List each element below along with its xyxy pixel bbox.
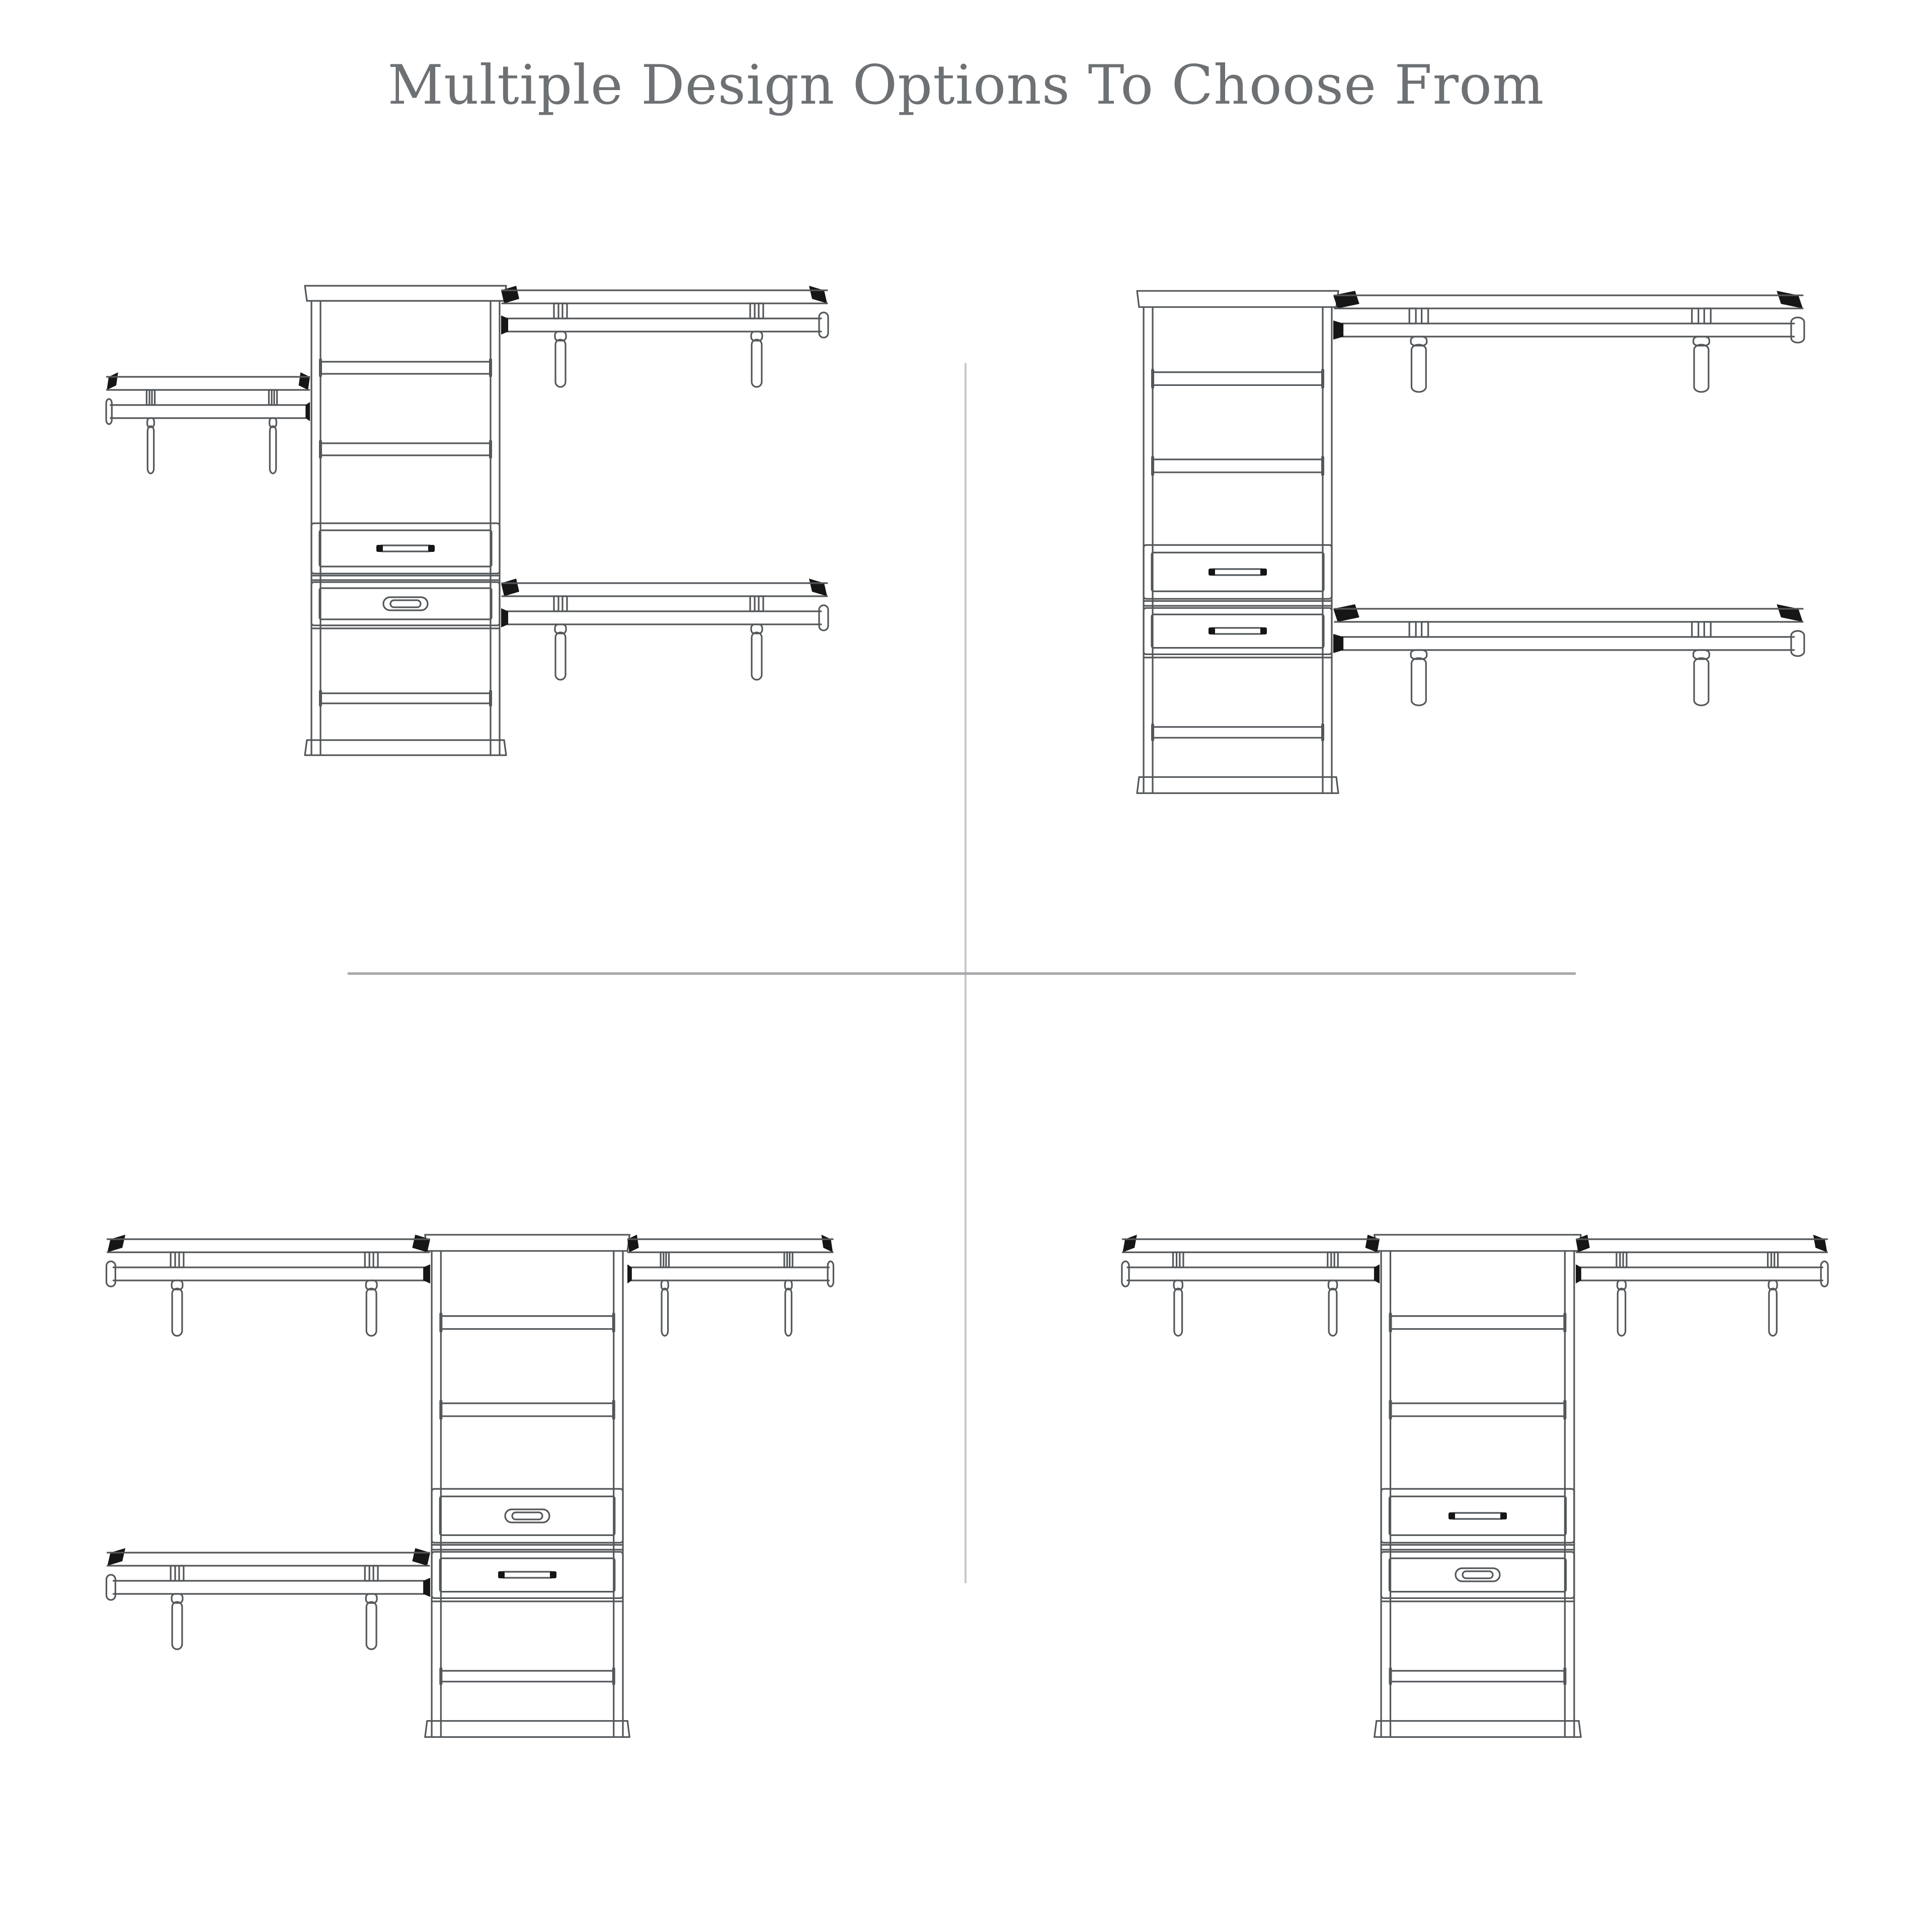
hanging-shelf-rod-right-middle (501, 579, 828, 680)
design-option-3-diagram (107, 1235, 834, 1737)
hanging-shelf-rod-left-top (107, 1235, 431, 1336)
closet-tower (1375, 1235, 1581, 1737)
hanging-shelf-rod-right-top (1576, 1235, 1828, 1336)
hanging-shelf-rod-right-top (1333, 291, 1804, 392)
closet-tower (425, 1235, 629, 1737)
drawer-handle (498, 1571, 556, 1578)
hanging-shelf-rod-left-top (1122, 1235, 1380, 1336)
drawer-handle (376, 545, 435, 552)
closet-tower (1137, 291, 1338, 793)
closet-tower (305, 286, 506, 755)
hanging-shelf-rod-right-top (627, 1235, 834, 1336)
design-option-2-diagram (1137, 291, 1804, 793)
hanging-shelf-rod-left (106, 372, 310, 473)
drawer-handle (505, 1509, 549, 1522)
hanging-shelf-rod-right-middle (1333, 604, 1804, 705)
drawer-handle (1209, 569, 1267, 576)
drawer-handle (1456, 1568, 1500, 1581)
design-option-1-diagram (106, 286, 828, 755)
drawer-handle (1448, 1512, 1507, 1519)
hanging-shelf-rod-right-top (501, 286, 828, 387)
design-option-4-diagram (1122, 1235, 1828, 1737)
drawer-handle (383, 597, 428, 610)
drawer-handle (1209, 627, 1267, 634)
hanging-shelf-rod-left-middle (107, 1548, 431, 1649)
page-title: Multiple Design Options To Choose From (387, 54, 1545, 117)
